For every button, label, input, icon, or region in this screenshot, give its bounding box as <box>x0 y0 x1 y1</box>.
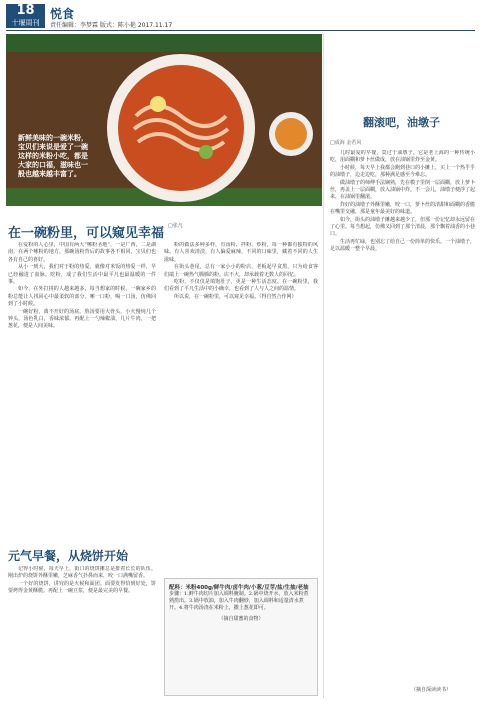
headline-rice-noodle: 在一碗粉里，可以窥见幸福 <box>8 226 165 241</box>
column-divider <box>323 34 324 698</box>
paragraph: 如今，在外打拼的人越来越多，每当想家的时候，一碗家乡的粉总能让人找回心中最柔软的部分。嗦一口粉，喝一口汤，仿佛回到了小时候。 <box>8 286 156 308</box>
paragraph: 一个好的烧饼，讲究的是火候和面团。面要发得恰到好处，饼要烤得金黄酥脆。再配上一碗豆浆，便是最完美的早餐。 <box>8 580 156 595</box>
paragraph: 小时候，每天早上我都会跑到巷口的小摊上，买上一个热乎乎的油墩子，边走边吃，那种满足感至今难忘。 <box>330 164 475 179</box>
page-number: 18 <box>16 3 35 18</box>
paragraph: 儿时最爱的早餐，莫过于油墩子。它是老上海的一种传统小吃，用面糊和萝卜丝做成，放在油锅里炸至金黄。 <box>330 150 475 164</box>
section-title: 悦食 <box>50 7 75 21</box>
paragraph: 从小一到大，我们对于粉的热爱，就像对米饭的热爱一样，早已经融进了血脉。吃粉，成了我们生活中最平凡也最温暖的一件事。 <box>8 264 156 286</box>
photo-credit: □张凡 <box>168 223 183 229</box>
food-photo <box>6 34 322 206</box>
noodle-illustration <box>6 34 322 206</box>
paragraph: 记得小时候，每天早上，街口的烧饼摊总是排着长长的队伍。刚出炉的烧饼外酥里嫩，芝麻香气扑鼻而来，咬一口满嘴留香。 <box>8 566 156 580</box>
recipe-source: （摘自甜蜜的食物） <box>218 615 264 622</box>
breakfast-column <box>8 566 156 696</box>
byline: □成海 金若风 <box>330 140 362 146</box>
right-article-source: （摘自深读读书） <box>411 687 452 693</box>
right-article-column <box>330 150 475 682</box>
article-column-2 <box>164 242 318 572</box>
photo-caption: 新鲜美味的一碗米粉，宝贝们来说是爱了一碗这样的米粉小吃，都是大家的口福，滋味也一般也越来越丰富了。 <box>18 134 88 178</box>
headline-youdunzi: 翻滚吧，油墩子 <box>363 116 440 129</box>
credits: 责任编辑：李梦霖 版式：陈小艳 2017.11.17 <box>50 22 173 29</box>
page-label: 十堰周刊 <box>11 19 40 27</box>
paragraph: 如今，街头的油墩子摊越来越少了，但那一份记忆却永远留在了心里。每当想起，仿佛又回到了那个清晨，那个飘着油香的小巷口。 <box>330 216 475 238</box>
paragraph: 粉的做法多种多样，有汤粉、拌粉、炒粉，每一种都有独特的风味。有人喜欢清淡，有人偏爱麻辣，不同的口味里，藏着不同的人生滋味。 <box>164 242 318 263</box>
header-rule <box>6 30 475 31</box>
recipe-box <box>164 578 318 696</box>
paragraph: 生活再忙碌，也别忘了给自己一份简单的快乐。一个油墩子，足以温暖一整个早晨。 <box>330 238 475 253</box>
paragraph: 在爱粉的人心里，中国有两大“嗦粉圣地”，一是广西，二是湖南。在两个嗦粉的地方，那碗汤粉背后的故事各不相同，宝贝们也各有自己的喜好。 <box>8 242 156 263</box>
paragraph: 在街头巷尾，总有一家小小的粉店，老板起早贪黑，只为给食客们端上一碗热气腾腾的粉。店不大，却承载着无数人的回忆。 <box>164 264 318 278</box>
paragraph: 一碗好粉，离不开好的汤底。熬汤要用大骨头，小火慢炖几个钟头，汤色乳白，香味浓郁。再配上一勺辣椒油，几片牛肉，一把葱花，便是人间美味。 <box>8 308 156 330</box>
recipe-steps: 步骤：1.鲜牛肉切片加入调料腌制。2.锅中烧开水，放入米粉煮熟捞出。3.锅中放油，加入牛肉翻炒，加入调料和适量清水煮开。4.将牛肉汤浇在米粉上，撒上葱花即可。 <box>169 591 309 612</box>
recipe-ingredients: 配料：米粉400g/鲜牛肉/卤牛肉/小葱/豆芽/盐/生抽/老抽 <box>169 585 309 591</box>
headline-breakfast: 元气早餐，从烧饼开始 <box>8 549 129 563</box>
paragraph: 做油墩子的师傅手法娴熟，先在模子里倒一层面糊，放上萝卜丝，再盖上一层面糊，放入油锅中炸。不一会儿，油墩子便浮了起来，在油锅里翻滚。 <box>330 179 475 201</box>
article-column-1 <box>8 242 156 542</box>
page-header <box>0 0 481 30</box>
paragraph: 吃粉，不仅仅是填饱肚子，更是一种生活态度。在一碗粉里，我们看到了平凡生活中的小确幸，也看到了人与人之间的温情。 <box>164 279 318 293</box>
paragraph: 所以说，在一碗粉里，可以窥见幸福。（得自然合作网） <box>174 293 297 300</box>
page-number-box <box>6 4 45 28</box>
paragraph: 炸好的油墩子外酥里嫩，咬一口，萝卜丝的清甜和面糊的香脆在嘴里交融，那是童年最美好的味道。 <box>330 201 475 216</box>
